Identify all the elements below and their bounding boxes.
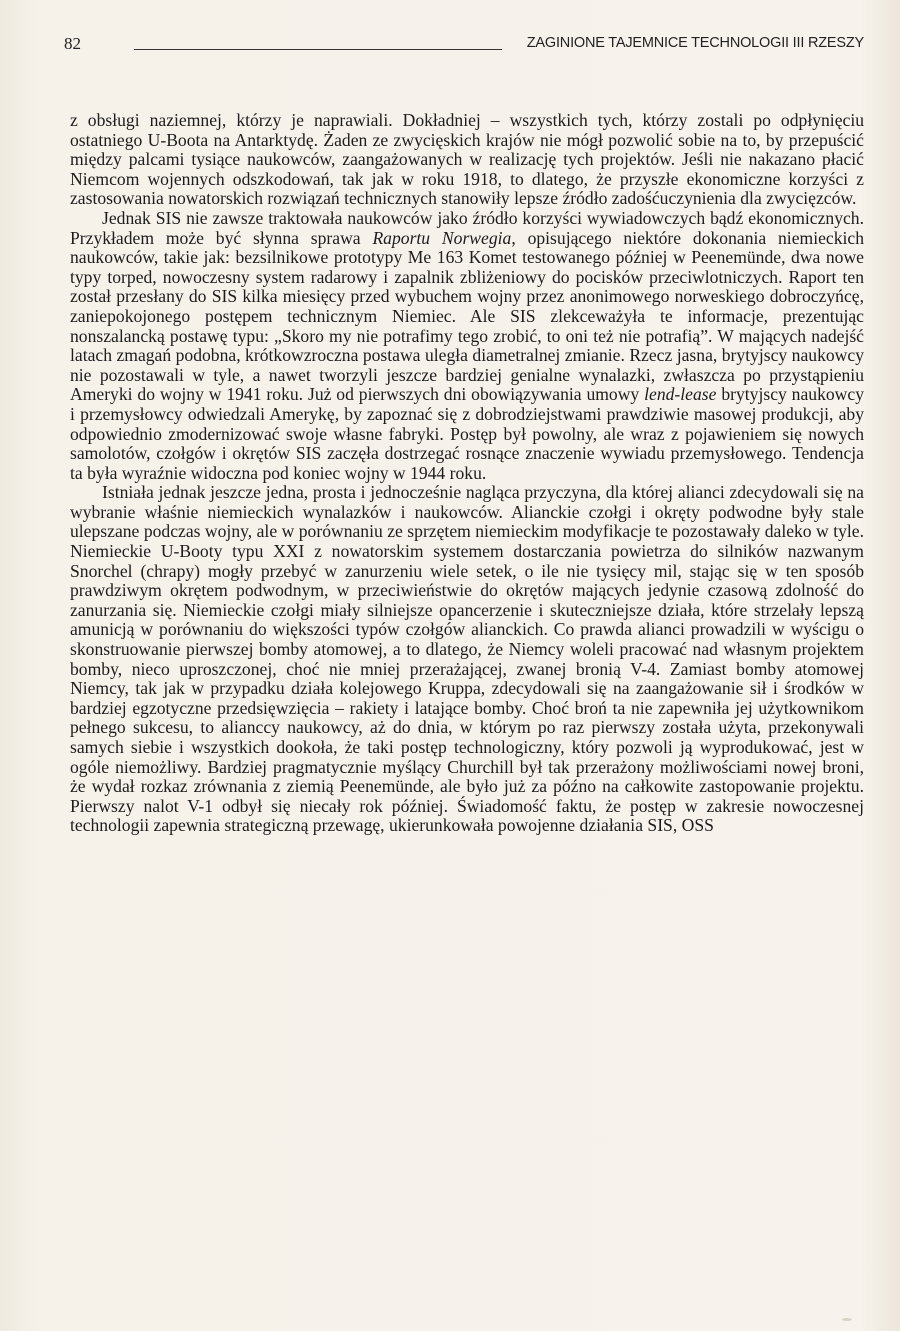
- page-header: [64, 30, 864, 60]
- text-run: Jednak SIS nie zawsze traktowała naukowców jako źródło korzyści wywiadowczych bądź ekonomicznych. Przykładem może być słynna sprawa: [70, 207, 864, 248]
- paragraph: [70, 111, 864, 209]
- header-rule: [134, 49, 502, 50]
- italic-text: Raportu Norwegia: [372, 227, 512, 248]
- running-head: ZAGINIONE TAJEMNICE TECHNOLOGII III RZESZY: [526, 35, 864, 51]
- text-run: Istniała jednak jeszcze jedna, prosta i jednocześnie nagląca przyczyna, dla której alianci zdecydowali się na wybranie właśnie niemieckich wynalazków i naukowców. Alianckie czołgi i okręty podwodne były stale ulepszane podczas wojny, ale w porównaniu ze sprzętem niemieckim modyfikacje te pozostawały daleko w tyle. Niemieckie U-Booty typu XXI z nowatorskim systemem dostarczania powietrza do silników nazwanym Snorchel (chrapy) mogły przebyć w zanurzeniu wiele setek, o ile nie tysięcy mil, stając się w ten sposób prawdziwym okrętem podwodnym, w przeciwieństwie do okrętów mających jedynie czasową zdolność do zanurzania się. Niemieckie czołgi miały silniejsze opancerzenie i skuteczniejsze działa, które strzelały lepszą amunicją w porównaniu do większości typów czołgów alianckich. Co prawda alianci prowadzili w wyścigu o skonstruowanie pierwszej bomby atomowej, a to dlatego, że Niemcy woleli pracować nad własnym projektem bomby, nieco uproszczonej, choć nie mniej przerażającej, zwanej bronią V-4. Zamiast bomby atomowej Niemcy, tak jak w przypadku działa kolejowego Kruppa, zdecydowali się na zaangażowanie sił i środków w bardziej egzotyczne przedsięwzięcia – rakiety i latające bomby. Choć broń ta nie zapewniła jej użytkownikom pełnego sukcesu, to alianccy naukowcy, aż do dnia, w którym po raz pierwszy została użyta, przekonywali samych siebie i wszystkich dookoła, że taki postęp technologiczny, który pozwoli ją wyprodukować, jest w ogóle niemożliwy. Bardziej pragmatycznie myślący Churchill był tak przerażony możliwościami nowej broni, że wydał rozkaz zrównania z ziemią Peenemünde, ale było już za późno na całkowite zastopowanie projektu. Pierwszy nalot V-1 odbył się niecały rok później. Świadomość faktu, że postęp w zakresie nowoczesnej technologii zapewnia strategiczną przewagę, ukierunkowała powojenne działania SIS, OSS: [70, 482, 864, 836]
- paragraph: [70, 209, 864, 483]
- page-number: 82: [64, 34, 81, 53]
- italic-text: lend-lease: [644, 384, 717, 405]
- body-text: [70, 111, 864, 836]
- text-run: , opisującego niektóre dokonania niemieckich naukowców, takie jak: bezsilnikowe prototypy Me 163 Komet testowanego później w Peenemünde, dwa nowe typy torped, nowoczesny system radarowy i zapalnik zbliżeniowy do pocisków przeciwlotniczych. Raport ten został przesłany do SIS kilka miesięcy przed wybuchem wojny przez anonimowego norweskiego dobroczyńcę, zaniepokojonego postępem technicznym Niemiec. Ale SIS zlekceważyła te informacje, prezentując nonszalancką postawę typu: „Skoro my nie potrafimy tego zrobić, to oni też nie potrafią”. W mających nadejść latach zmagań podobna, krótkowzroczna postawa uległa diametralnej zmianie. Rzecz jasna, brytyjscy naukowcy nie pozostawali w tyle, a nawet tworzyli jeszcze bardziej genialne wynalazki, zwłaszcza po przystąpieniu Ameryki do wojny w 1941 roku. Już od pierwszych dni obowiązywania umowy: [70, 227, 864, 405]
- paper-speck: [842, 1318, 852, 1321]
- text-run: brytyjscy naukowcy i przemysłowcy odwiedzali Amerykę, by zapoznać się z dobrodziejstwami prawdziwie masowej produkcji, aby odpowiednio zmodernizować swoje własne fabryki. Postęp był powolny, ale wraz z pojawieniem się nowych samolotów, czołgów i okrętów SIS zaczęła dostrzegać rosnące znaczenie wywiadu przemysłowego. Tendencja ta była wyraźnie widoczna pod koniec wojny w 1944 roku.: [70, 384, 864, 483]
- paragraph: [70, 483, 864, 836]
- text-run: z obsługi naziemnej, którzy je naprawiali. Dokładniej – wszystkich tych, którzy zostali po odpłynięciu ostatniego U-Boota na Antarktydę. Żaden ze zwycięskich krajów nie mógł pozwolić sobie na to, by przepuścić między palcami tysiące naukowców, zaangażowanych w realizację tych projektów. Jeśli nie nakazano płacić Niemcom wojennych odszkodowań, tak jak w roku 1918, to dlatego, że przyszłe ekonomiczne korzyści z zastosowania nowatorskich rozwiązań technicznych stanowiły lepsze źródło zadośćuczynienia dla zwycięzców.: [70, 110, 864, 209]
